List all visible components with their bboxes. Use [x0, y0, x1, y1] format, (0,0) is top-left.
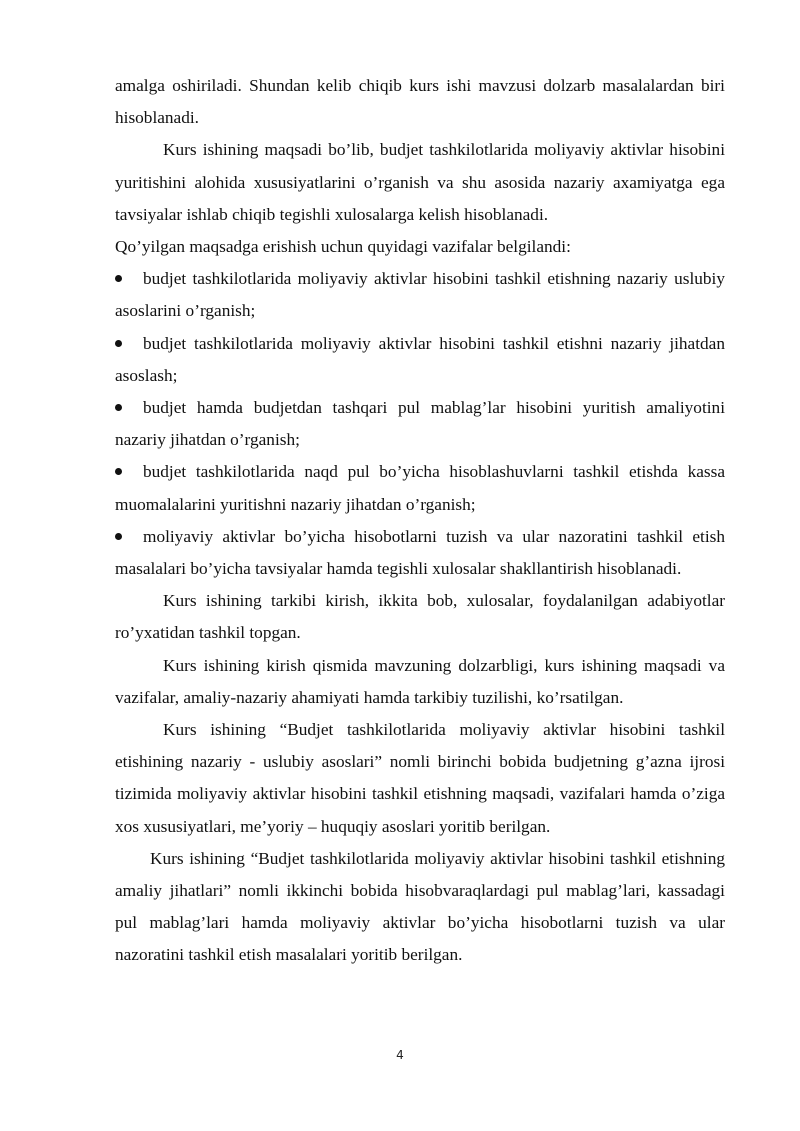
- task-text: budjet tashkilotlarida moliyaviy aktivlar hisobini tashkil etishning nazariy uslubiy asoslarini o’rganish;: [115, 269, 725, 321]
- bullet-icon: [115, 275, 122, 282]
- paragraph-chapter-two: Kurs ishining “Budjet tashkilotlarida moliyaviy aktivlar hisobini tashkil etishning amaliy jihatlari” nomli ikkinchi bobida hisobvaraqlardagi pul mablag’lari, kassadagi pul mablag’lari hamda moliyaviy aktivlar bo’yicha hisobotlarni tuzish va ular nazoratini tashkil etish masalalari yoritib berilgan.: [115, 848, 725, 965]
- paragraph-continuation: amalga oshiriladi. Shundan kelib chiqib kurs ishi mavzusi dolzarb masalalardan biri hisoblanadi.: [115, 76, 725, 128]
- paragraph-structure: Kurs ishining tarkibi kirish, ikkita bob, xulosalar, foydalanilgan adabiyotlar ro’yxatidan tashkil topgan.: [115, 591, 725, 643]
- task-text: budjet tashkilotlarida moliyaviy aktivlar hisobini tashkil etishni nazariy jihatdan asoslash;: [115, 333, 725, 385]
- bullet-icon: [115, 468, 122, 475]
- task-list-item: [115, 456, 725, 520]
- paragraph-tasks-intro: Qo’yilgan maqsadga erishish uchun quyidagi vazifalar belgilandi:: [115, 237, 571, 257]
- bullet-icon: [115, 404, 122, 411]
- paragraph-chapter-one: Kurs ishining “Budjet tashkilotlarida moliyaviy aktivlar hisobini tashkil etishining nazariy - uslubiy asoslari” nomli birinchi bobida budjetning g’azna ijrosi tizimida moliyaviy aktivlar hisobini tashkil etishning maqsadi, vazifalari hamda o’ziga xos xususiyatlari, me’yoriy – huquqiy asoslari yoritib berilgan.: [115, 720, 725, 836]
- task-list-item: [115, 521, 725, 585]
- task-text: budjet hamda budjetdan tashqari pul mablag’lar hisobini yuritish amaliyotini nazariy jihatdan o’rganish;: [115, 398, 725, 450]
- task-text: budjet tashkilotlarida naqd pul bo’yicha hisoblashuvlarni tashkil etishda kassa muomalalarini yuritishni nazariy jihatdan o’rganish;: [115, 462, 725, 514]
- task-text: moliyaviy aktivlar bo’yicha hisobotlarni tuzish va ular nazoratini tashkil etish masalalari bo’yicha tavsiyalar hamda tegishli xulosalar shakllantirish hisoblanadi.: [115, 526, 725, 579]
- page-body: [115, 70, 725, 972]
- bullet-icon: [115, 340, 122, 347]
- paragraph-introduction: Kurs ishining kirish qismida mavzuning dolzarbligi, kurs ishining maqsadi va vazifalar, amaliy-nazariy ahamiyati hamda tarkibiy tuzilishi, ko’rsatilgan.: [115, 655, 725, 707]
- bullet-icon: [115, 533, 122, 540]
- task-list-item: [115, 263, 725, 327]
- task-list-item: [115, 328, 725, 392]
- page-number: 4: [396, 1048, 404, 1062]
- paragraph-goal: Kurs ishining maqsadi bo’lib, budjet tashkilotlarida moliyaviy aktivlar hisobini yuritishini alohida xususiyatlarini o’rganish va shu asosida nazariy axamiyatga ega tavsiyalar ishlab chiqib tegishli xulosalarga kelish hisoblanadi.: [115, 140, 725, 224]
- task-list-item: [115, 392, 725, 456]
